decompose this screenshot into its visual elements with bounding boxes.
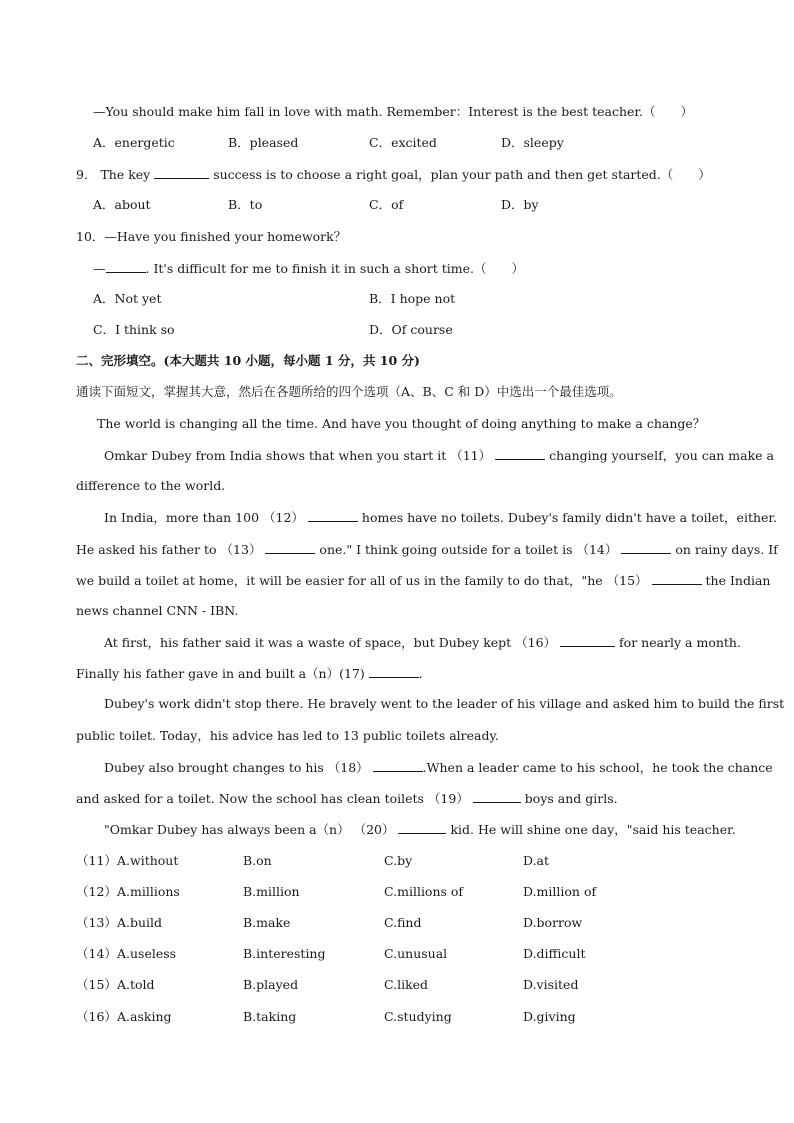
passage-text: changing yourself，you can make a xyxy=(549,448,774,463)
choice-number: （15） xyxy=(76,977,117,992)
choice-option-c: C.studying xyxy=(384,1009,452,1024)
q9-stem-end: success is to choose a right goal，plan your path and then get started.（ ） xyxy=(213,167,711,182)
q8-option-b: B．pleased xyxy=(228,135,299,150)
choice-option-d: D.difficult xyxy=(523,946,586,961)
passage-text: for nearly a month. xyxy=(619,635,741,650)
passage-p6-line2 xyxy=(76,788,618,808)
passage-p3-line2 xyxy=(76,539,778,559)
blank-18 xyxy=(373,757,423,772)
q8-stem: —You should make him fall in love with math. Remember：Interest is the best teacher.（ ） xyxy=(93,104,693,119)
choice-option-a: A.without xyxy=(117,853,179,868)
q10-option-c: C．I think so xyxy=(93,322,175,337)
blank-15 xyxy=(652,570,702,585)
q8-option-c: C．excited xyxy=(369,135,437,150)
passage-text: . xyxy=(418,666,423,681)
choice-option-a: A.build xyxy=(117,915,163,930)
blank-16 xyxy=(560,632,615,647)
passage-p7 xyxy=(104,819,736,839)
q10-blank xyxy=(106,258,146,273)
q10-question: 10．—Have you finished your homework？ xyxy=(76,229,347,244)
choice-option-b: B.make xyxy=(243,915,291,930)
q10-option-a: A．Not yet xyxy=(93,291,162,306)
choice-option-b: B.played xyxy=(243,977,299,992)
passage-text: we build a toilet at home，it will be easier for all of us in the family to do that，"he （15） xyxy=(76,573,648,588)
passage-p6-line1 xyxy=(104,757,773,777)
q8-option-a: A．energetic xyxy=(93,135,175,150)
choice-option-c: C.liked xyxy=(384,977,429,992)
blank-13 xyxy=(265,539,315,554)
passage-p2-line2: difference to the world. xyxy=(76,478,226,493)
q9-blank xyxy=(154,164,209,179)
q9-option-d: D．by xyxy=(501,197,539,212)
choice-option-c: C.find xyxy=(384,915,422,930)
passage-p5-line2: public toilet. Today，his advice has led to 13 public toilets already. xyxy=(76,728,499,743)
choice-number: （16） xyxy=(76,1009,117,1024)
choice-option-c: C.millions of xyxy=(384,884,464,899)
passage-text: on rainy days. If xyxy=(675,542,778,557)
passage-p3-line4: news channel CNN - IBN. xyxy=(76,603,239,618)
choice-option-b: B.million xyxy=(243,884,300,899)
passage-text: Finally his father gave in and built a（n）(17) xyxy=(76,666,365,681)
choice-option-d: D.giving xyxy=(523,1009,576,1024)
choice-option-c: C.by xyxy=(384,853,413,868)
passage-text: .When a leader came to his school，he took the chance xyxy=(422,760,773,775)
choice-option-d: D.visited xyxy=(523,977,579,992)
section-heading: 二、完形填空。(本大题共 10 小题，每小题 1 分，共 10 分) xyxy=(76,353,420,368)
choice-option-c: C.unusual xyxy=(384,946,448,961)
passage-text: "Omkar Dubey has always been a（n） （20） xyxy=(104,822,395,837)
choice-option-a: A.asking xyxy=(117,1009,172,1024)
choice-option-b: B.on xyxy=(243,853,272,868)
choice-option-a: A.millions xyxy=(117,884,180,899)
q10-dash: — xyxy=(93,261,106,276)
choice-option-b: B.taking xyxy=(243,1009,297,1024)
passage-p4-line2 xyxy=(76,663,423,683)
q9-option-b: B．to xyxy=(228,197,263,212)
q10-option-d: D．Of course xyxy=(369,322,453,337)
q10-option-b: B．I hope not xyxy=(369,291,456,306)
passage-text: Dubey also brought changes to his （18） xyxy=(104,760,369,775)
section-instruction: 通读下面短文，掌握其大意，然后在各题所给的四个选项（A、B、C 和 D）中选出一个最佳选项。 xyxy=(76,384,622,399)
choice-option-b: B.interesting xyxy=(243,946,326,961)
choice-number: （14） xyxy=(76,946,117,961)
blank-14 xyxy=(621,539,671,554)
passage-text: He asked his father to （13） xyxy=(76,542,262,557)
passage-text: Omkar Dubey from India shows that when you start it （11） xyxy=(104,448,492,463)
choice-option-a: A.useless xyxy=(117,946,177,961)
passage-p2-line1 xyxy=(104,445,774,465)
blank-17 xyxy=(369,663,419,678)
choice-option-d: D.million of xyxy=(523,884,597,899)
passage-text: kid. He will shine one day，"said his teacher. xyxy=(450,822,736,837)
choice-number: （13） xyxy=(76,915,117,930)
passage-text: one." I think going outside for a toilet is （14） xyxy=(319,542,618,557)
passage-p3-line3 xyxy=(76,570,770,590)
choice-option-d: D.borrow xyxy=(523,915,583,930)
passage-text: At first，his father said it was a waste of space，but Dubey kept （16） xyxy=(104,635,557,650)
q9-option-a: A．about xyxy=(93,197,151,212)
choice-option-d: D.at xyxy=(523,853,550,868)
passage-text: the Indian xyxy=(705,573,771,588)
passage-paragraph-1: The world is changing all the time. And have you thought of doing anything to make a change？ xyxy=(97,416,706,431)
choice-number: （12） xyxy=(76,884,117,899)
q9-question xyxy=(76,164,711,184)
blank-11 xyxy=(495,445,545,460)
passage-text: boys and girls. xyxy=(524,791,618,806)
blank-12 xyxy=(308,507,358,522)
q8-option-d: D．sleepy xyxy=(501,135,564,150)
q10-response-text: . It's difficult for me to finish it in such a short time.（ ） xyxy=(145,261,524,276)
passage-p3-line1 xyxy=(104,507,777,527)
passage-text: and asked for a toilet. Now the school has clean toilets （19） xyxy=(76,791,469,806)
blank-19 xyxy=(473,788,521,803)
q10-response xyxy=(93,258,524,278)
q9-option-c: C．of xyxy=(369,197,404,212)
blank-20 xyxy=(398,819,446,834)
choice-option-a: A.told xyxy=(117,977,155,992)
q9-stem-start: The key xyxy=(100,167,151,182)
q9-number: 9． xyxy=(76,167,97,182)
passage-p4-line1 xyxy=(104,632,741,652)
choice-number: （11） xyxy=(76,853,117,868)
passage-p5-line1: Dubey's work didn't stop there. He bravely went to the leader of his village and asked him to build the first xyxy=(104,696,785,711)
passage-text: homes have no toilets. Dubey's family didn't have a toilet，either. xyxy=(361,510,777,525)
passage-text: In India，more than 100 （12） xyxy=(104,510,304,525)
